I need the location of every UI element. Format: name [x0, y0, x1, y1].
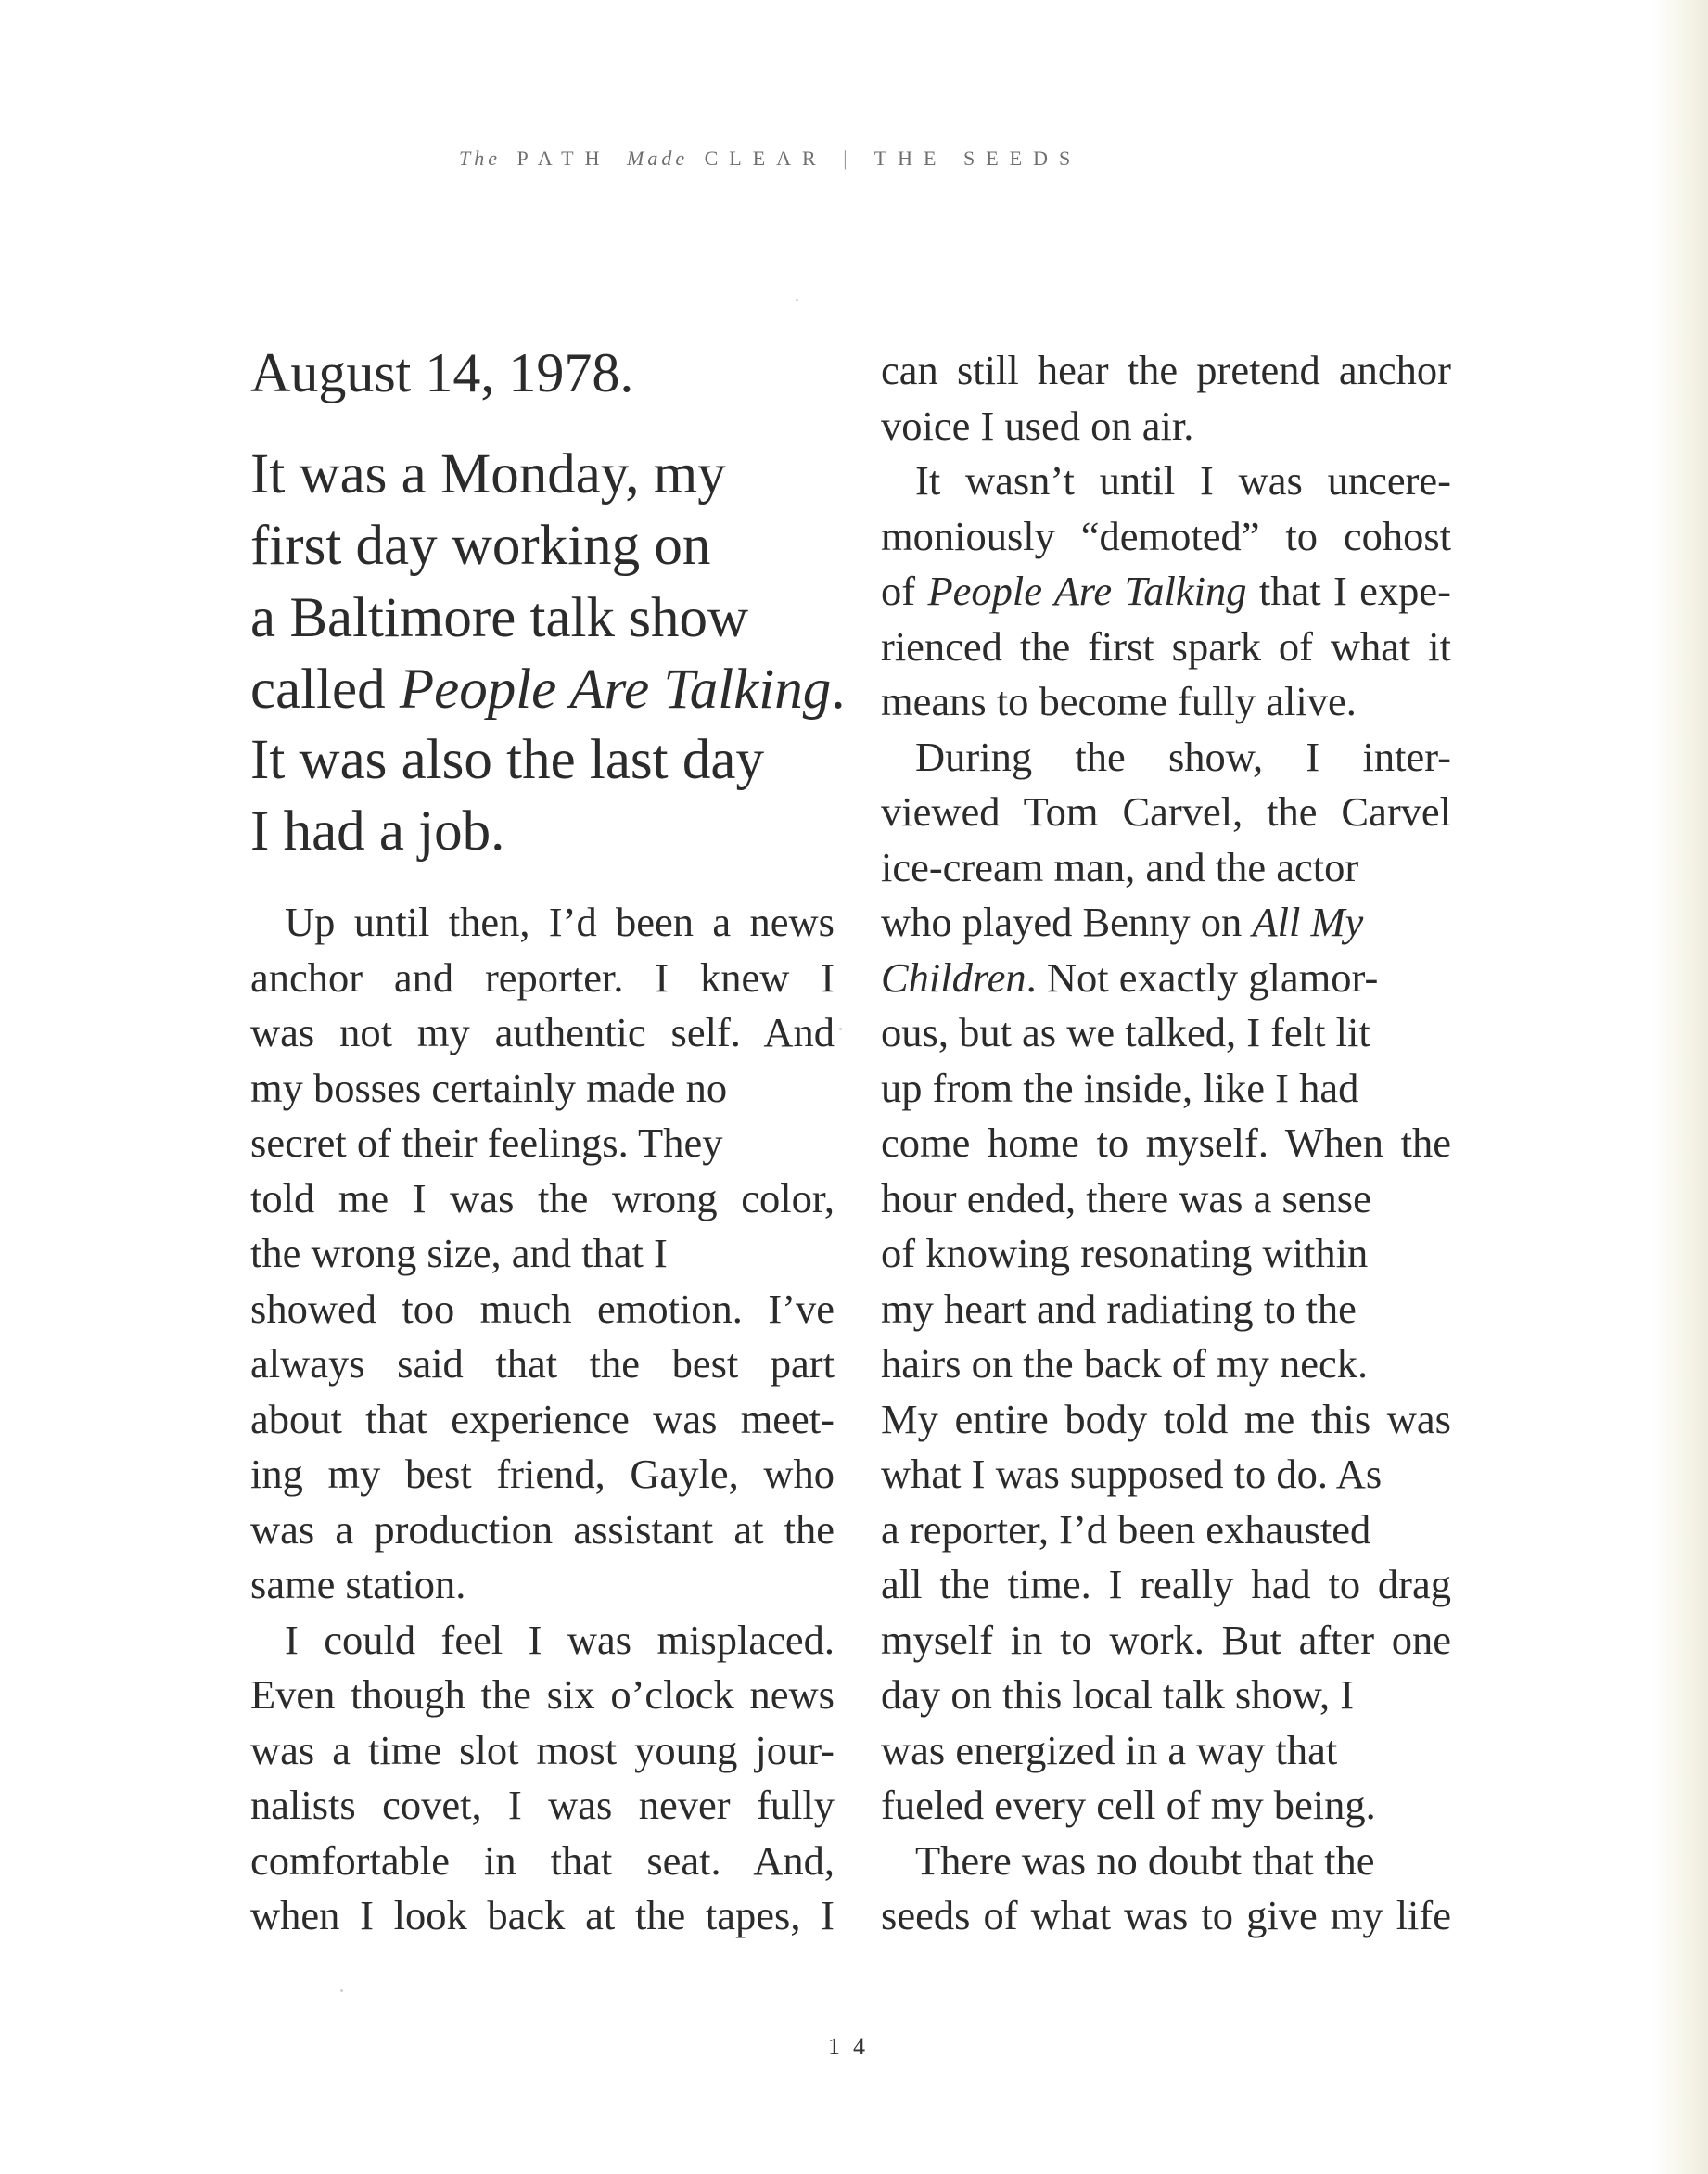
scan-speck: [340, 1989, 343, 1992]
body-text-line: During the show, I inter-: [915, 733, 1451, 780]
running-head-clear: CLEAR: [704, 147, 827, 170]
body-text-line: can still hear the pretend anchor: [881, 347, 1451, 394]
body-text-line: anchor and reporter. I knew I: [250, 953, 835, 1001]
running-head-the: The: [459, 147, 501, 170]
body-text-line: was a production assistant at the: [250, 1505, 835, 1553]
chapter-date: August 14, 1978.: [250, 342, 634, 403]
body-text-line: hairs on the back of my neck.: [881, 1340, 1369, 1388]
body-text-line: Up until then, I’d been a news: [285, 899, 835, 946]
scan-speck: [839, 1028, 842, 1030]
text-run: called: [250, 658, 400, 721]
running-head-section: THE SEEDS: [873, 147, 1082, 170]
body-text-line: my bosses certainly made no: [250, 1064, 728, 1111]
subheading-line: It was a Monday, my: [250, 442, 726, 505]
running-head: [459, 147, 1247, 174]
running-head-path: PATH: [516, 147, 611, 170]
body-text-line: told me I was the wrong color,: [250, 1174, 835, 1221]
subheading-line: a Baltimore talk show: [250, 586, 749, 649]
subheading-line: I had a job.: [250, 799, 505, 863]
italic-title: Children: [881, 953, 1026, 1001]
body-text-line: ing my best friend, Gayle, who: [250, 1451, 835, 1498]
body-text-line: comfortable in that seat. And,: [250, 1836, 835, 1884]
body-text-line: seeds of what was to give my life: [881, 1892, 1451, 1939]
scan-speck: [796, 299, 798, 301]
body-text-line: There was no doubt that the: [915, 1836, 1375, 1884]
body-text-line: moniously “demoted” to cohost: [881, 512, 1451, 559]
body-text-line: ice-cream man, and the actor: [881, 843, 1359, 890]
body-text-line: nalists covet, I was never fully: [250, 1782, 835, 1829]
text-run: of: [881, 568, 928, 615]
body-text-line: rienced the first spark of what it: [881, 622, 1451, 670]
text-run: who played Benny on: [881, 899, 1253, 946]
body-text-line: what I was supposed to do. As: [881, 1451, 1383, 1498]
body-text-line: a reporter, I’d been exhausted: [881, 1505, 1371, 1553]
body-text-line: secret of their feelings. They: [250, 1119, 723, 1167]
body-text-line: means to become fully alive.: [881, 678, 1357, 725]
body-text-line: same station.: [250, 1561, 466, 1608]
body-text-line: all the time. I really had to drag: [881, 1561, 1451, 1608]
body-text-line: It wasn’t until I was uncere-: [915, 457, 1451, 505]
body-text-line: [881, 953, 1379, 1001]
body-text-line: about that experience was meet-: [250, 1395, 835, 1442]
text-run: . Not exactly glamor-: [1026, 953, 1379, 1001]
body-text-line: viewed Tom Carvel, the Carvel: [881, 788, 1451, 836]
body-text-line: My entire body told me this was: [881, 1395, 1451, 1442]
text-run: .: [831, 658, 846, 721]
italic-title: People Are Talking: [927, 568, 1247, 615]
body-text-line: up from the inside, like I had: [881, 1064, 1359, 1111]
body-text-line: Even though the six o’clock news: [250, 1671, 835, 1719]
body-text-line: was energized in a way that: [881, 1726, 1338, 1773]
subheading-line: It was also the last day: [250, 728, 764, 791]
italic-title: All My: [1252, 899, 1364, 946]
body-text-line: myself in to work. But after one: [881, 1616, 1451, 1663]
body-text-line: come home to myself. When the: [881, 1119, 1451, 1167]
running-head-separator: |: [843, 147, 859, 170]
text-run: that I expe-: [1246, 568, 1451, 615]
body-text-line: always said that the best part: [250, 1340, 835, 1388]
body-text-line: was not my authentic self. And: [250, 1009, 835, 1056]
body-text-line: the wrong size, and that I: [250, 1230, 668, 1277]
body-text-line: ous, but as we talked, I felt lit: [881, 1009, 1370, 1056]
page-number: 14: [828, 2033, 878, 2060]
running-head-made: Made: [627, 147, 689, 170]
body-text-line: my heart and radiating to the: [881, 1285, 1357, 1332]
body-text-line: when I look back at the tapes, I: [250, 1892, 835, 1939]
body-text-line: showed too much emotion. I’ve: [250, 1285, 835, 1332]
body-text-line: hour ended, there was a sense: [881, 1174, 1371, 1221]
body-text-line: voice I used on air.: [881, 402, 1194, 449]
italic-title: People Are Talking: [399, 658, 832, 721]
subheading-line: first day working on: [250, 514, 711, 577]
body-text-line: [881, 899, 1364, 946]
body-text-line: I could feel I was misplaced.: [285, 1616, 835, 1663]
body-text-line: fueled every cell of my being.: [881, 1782, 1376, 1829]
body-text-line: was a time slot most young jour-: [250, 1726, 835, 1773]
body-text-line: of knowing resonating within: [881, 1230, 1369, 1277]
body-text-line: [881, 568, 1451, 615]
body-text-line: day on this local talk show, I: [881, 1671, 1355, 1719]
page-edge-shadow: [1652, 0, 1708, 2174]
subheading-line: [250, 658, 846, 721]
